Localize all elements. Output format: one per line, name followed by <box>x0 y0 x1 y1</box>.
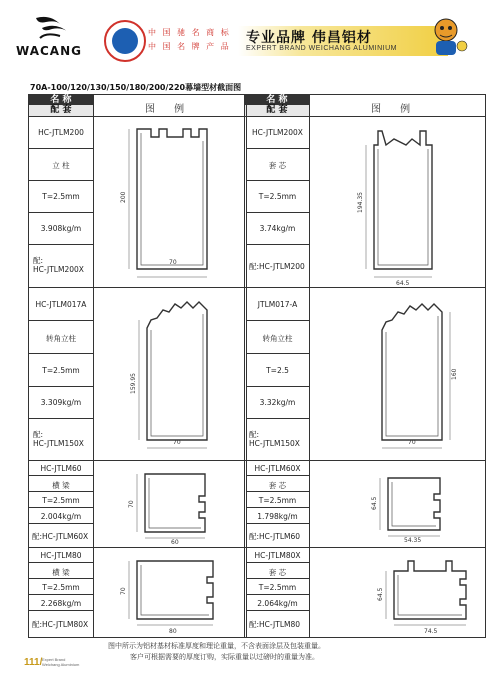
page-title: 70A-100/120/130/150/180/200/220幕墙型材截面图 <box>30 83 242 92</box>
cell-divider <box>29 523 93 524</box>
profile-weight: 3.32kg/m <box>259 398 296 407</box>
cell-divider <box>29 491 93 492</box>
header-pair-left: 配 套 <box>50 105 72 115</box>
row-divider <box>29 287 485 288</box>
page-brand-line-1: Expert Brand <box>42 657 66 662</box>
dim-horizontal: 64.5 <box>396 280 410 285</box>
page-brand <box>42 657 79 667</box>
row-divider <box>29 547 485 548</box>
footer-note-1: 图中所示为铝材基材标准厚度和理论重量，不含表面涂层及包装重量。 <box>108 642 325 650</box>
profile-code: HC-JTLM017A <box>35 300 87 309</box>
cell-divider <box>246 594 309 595</box>
profile-drawing-jtlm60 <box>95 462 243 546</box>
header-diagram-right: 图 例 <box>371 104 419 115</box>
dim-vertical: 64.5 <box>377 587 384 601</box>
page-header <box>0 0 502 72</box>
profile-code: HC-JTLM60 <box>40 464 82 473</box>
profile-name: 转角立柱 <box>262 334 293 343</box>
page-brand-line-2: Weichang Aluminium <box>42 662 80 667</box>
profile-weight: 2.004kg/m <box>40 512 82 521</box>
cell-divider <box>246 475 309 476</box>
dim-horizontal: 74.5 <box>424 628 438 635</box>
cell-divider <box>29 320 93 321</box>
profile-thickness: T=2.5mm <box>258 583 297 592</box>
profile-weight: 2.064kg/m <box>257 599 298 608</box>
tiger-mascot-icon <box>424 14 472 62</box>
cell-divider <box>29 594 93 595</box>
row-divider <box>29 116 485 117</box>
profile-code: HC-JTLM200 <box>38 128 84 137</box>
profile-thickness: T=2.5mm <box>258 192 297 201</box>
col-divider <box>244 95 245 637</box>
header-name-right: 名 称 <box>266 95 288 105</box>
cell-divider <box>29 562 93 563</box>
dim-vertical: 160 <box>451 368 458 380</box>
cell-divider <box>29 418 93 419</box>
cell-divider <box>29 148 93 149</box>
wacang-logo-icon <box>16 14 96 44</box>
profile-pair-label: 配: <box>249 430 260 439</box>
brand-slogan: 专业品牌 伟昌铝材 <box>246 30 372 46</box>
profile-thickness: T=2.5mm <box>42 192 80 201</box>
profile-pair: 配:HC-JTLM200 <box>249 262 305 271</box>
cell-divider <box>246 244 309 245</box>
header-name-left: 名 称 <box>50 95 72 105</box>
profile-pair-code: HC-JTLM200X <box>33 265 84 274</box>
profile-pair-code: HC-JTLM150X <box>33 439 84 448</box>
profile-name: 套 芯 <box>268 568 287 577</box>
dim-horizontal: 60 <box>171 539 179 546</box>
profile-drawing-jtlm200x <box>312 119 484 285</box>
brand-seal <box>104 20 146 62</box>
cell-divider <box>29 578 93 579</box>
profile-pair: 配:HC-JTLM60 <box>249 532 301 541</box>
dim-horizontal: 70 <box>169 259 177 266</box>
profile-thickness: T=2.5mm <box>42 496 80 505</box>
col-divider <box>93 95 94 637</box>
cell-divider <box>29 353 93 354</box>
cell-divider <box>29 610 93 611</box>
logo-text: WACANG <box>16 44 82 58</box>
profile-pair-code: HC-JTLM150X <box>249 439 300 448</box>
cell-divider <box>29 475 93 476</box>
dim-vertical: 159.95 <box>130 373 137 394</box>
profile-drawing-jtlm200 <box>95 119 243 285</box>
cell-divider <box>246 610 309 611</box>
row-divider <box>29 460 485 461</box>
cell-divider <box>29 507 93 508</box>
profile-code: HC-JTLM200X <box>252 128 303 137</box>
cell-divider <box>246 148 309 149</box>
profile-weight: 3.908kg/m <box>40 224 82 233</box>
cell-divider <box>29 212 93 213</box>
cell-divider <box>246 212 309 213</box>
cell-divider <box>246 507 309 508</box>
dim-vertical: 70 <box>120 587 127 595</box>
profile-thickness: T=2.5mm <box>258 496 297 505</box>
brand-slogan-english: EXPERT BRAND WEICHANG ALUMINIUM <box>246 45 397 52</box>
cell-divider <box>246 418 309 419</box>
profile-code: HC-JTLM80 <box>40 551 82 560</box>
profile-drawing-jtlm80 <box>95 549 243 635</box>
cell-divider <box>29 244 93 245</box>
dim-horizontal: 70 <box>408 439 416 446</box>
header-diagram-left: 图 例 <box>145 104 193 115</box>
footer-note-2: 客户可根据需要的厚度订购，实际重量以过磅时的重量为准。 <box>130 653 319 661</box>
profile-pair: 配:HC-JTLM80X <box>32 620 89 629</box>
dim-vertical: 200 <box>120 191 127 203</box>
profile-pair: 配:HC-JTLM60X <box>32 532 89 541</box>
profile-name: 转角立柱 <box>46 334 76 343</box>
cell-divider <box>246 320 309 321</box>
page-number: 111/ <box>24 657 43 668</box>
profile-drawing-jtlm017a <box>95 290 243 458</box>
cell-divider <box>246 562 309 563</box>
profile-table <box>28 94 486 638</box>
profile-thickness: T=2.5 <box>266 366 289 375</box>
cell-divider <box>29 386 93 387</box>
seal-mark-icon <box>112 28 138 54</box>
profile-weight: 3.309kg/m <box>40 398 82 407</box>
award-line-1: 中 国 驰 名 商 标 <box>148 28 231 37</box>
award-line-2: 中 国 名 牌 产 品 <box>148 42 231 51</box>
profile-name: 套 芯 <box>268 481 287 490</box>
cell-divider <box>246 523 309 524</box>
profile-name: 套 芯 <box>268 161 287 170</box>
profile-name: 立 柱 <box>52 161 70 170</box>
profile-pair-label: 配: <box>33 256 44 265</box>
profile-code: JTLM017-A <box>257 300 298 309</box>
profile-weight: 3.74kg/m <box>259 224 296 233</box>
wacang-logo <box>16 14 96 64</box>
dim-vertical: 70 <box>128 500 135 508</box>
cell-divider <box>246 180 309 181</box>
profile-pair-label: 配: <box>33 430 44 439</box>
profile-drawing-jtlm80x <box>312 549 484 635</box>
dim-vertical: 64.5 <box>371 496 378 510</box>
col-divider <box>309 95 310 637</box>
profile-weight: 2.268kg/m <box>40 599 82 608</box>
profile-name: 横 梁 <box>52 568 70 577</box>
profile-pair: 配:HC-JTLM80 <box>249 620 301 629</box>
dim-vertical: 194.35 <box>357 192 364 213</box>
profile-weight: 1.798kg/m <box>257 512 298 521</box>
cell-divider <box>246 353 309 354</box>
profile-code: HC-JTLM60X <box>254 464 301 473</box>
profile-drawing-jtlm017-a <box>312 290 484 458</box>
dim-horizontal: 70 <box>173 439 181 446</box>
cell-divider <box>246 491 309 492</box>
dim-horizontal: 54.35 <box>404 537 422 544</box>
profile-thickness: T=2.5mm <box>42 366 80 375</box>
cell-divider <box>246 578 309 579</box>
cell-divider <box>246 386 309 387</box>
profile-code: HC-JTLM80X <box>254 551 301 560</box>
cell-divider <box>29 180 93 181</box>
profile-thickness: T=2.5mm <box>42 583 80 592</box>
dim-horizontal: 80 <box>169 628 177 635</box>
profile-name: 横 梁 <box>52 481 70 490</box>
profile-drawing-jtlm60x <box>312 462 484 546</box>
header-pair-right: 配 套 <box>266 105 288 115</box>
